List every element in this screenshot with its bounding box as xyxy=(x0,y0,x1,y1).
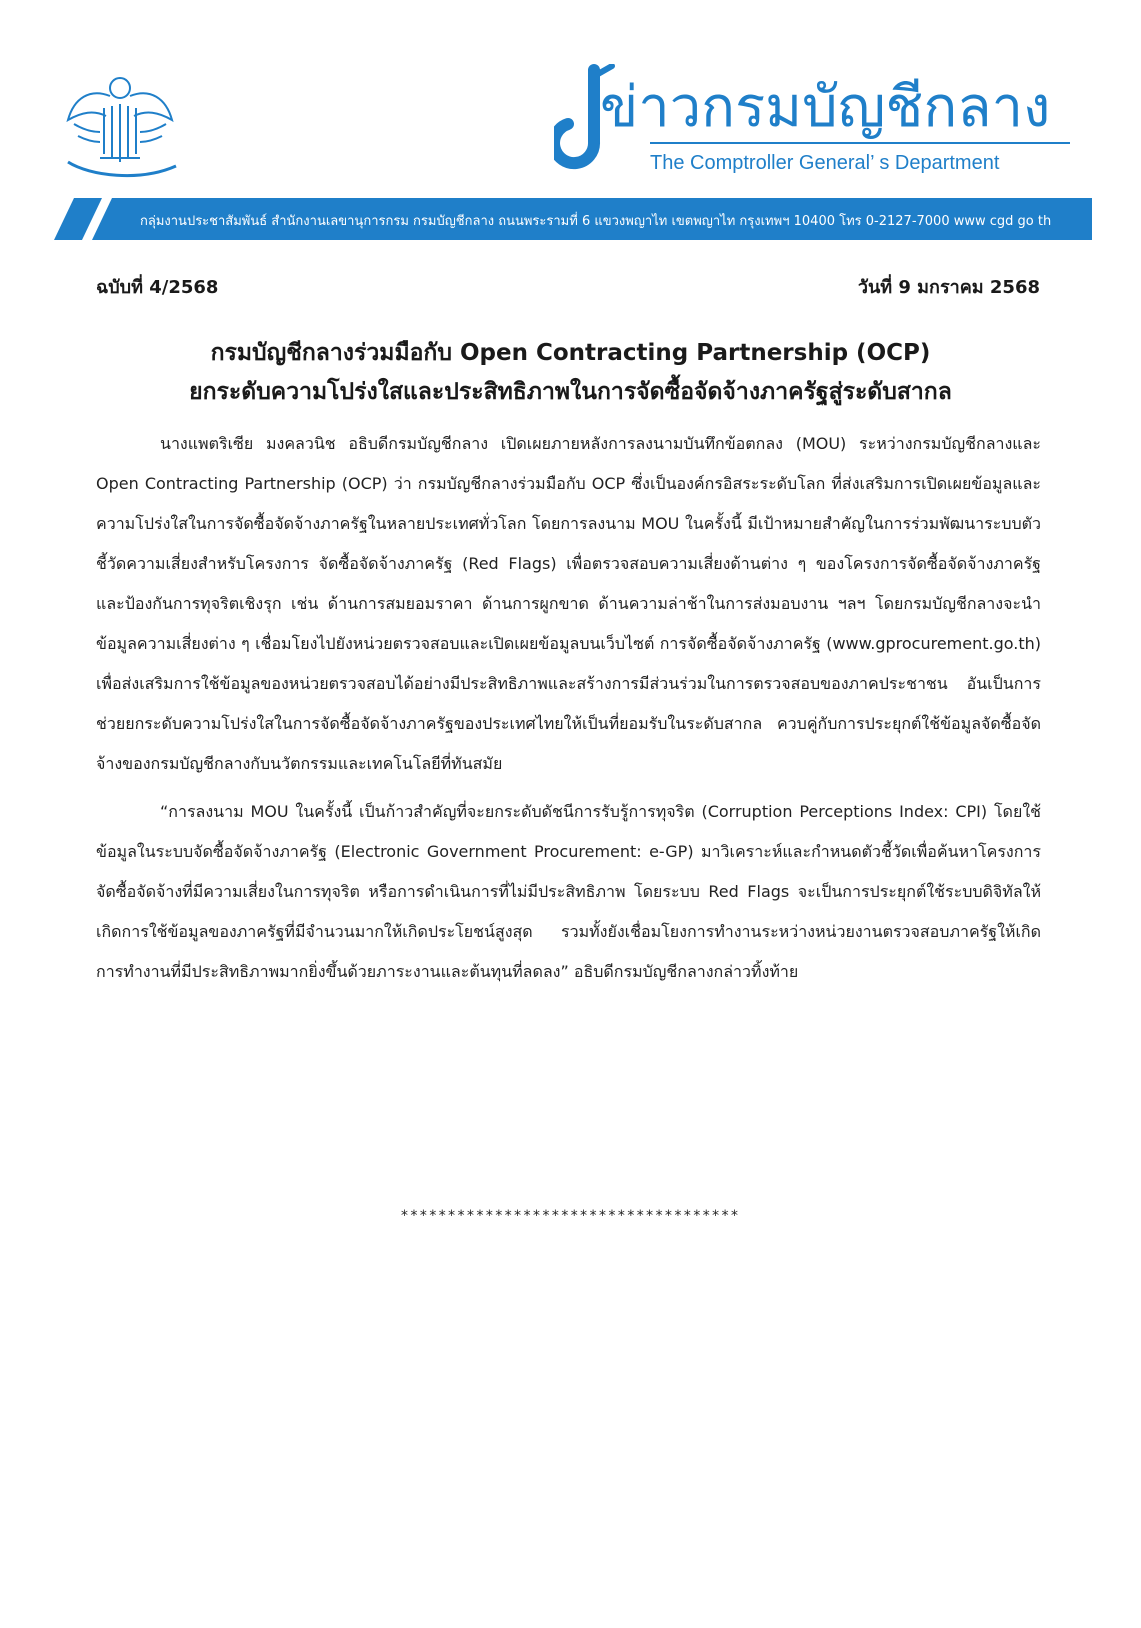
headline-line-2: ยกระดับความโปร่งใสและประสิทธิภาพในการจัดซื้อจัดจ้างภาครัฐสู่ระดับสากล xyxy=(189,379,952,406)
end-separator: ************************************ xyxy=(400,1208,740,1224)
department-emblem-logo xyxy=(60,58,180,186)
headline-line-1: กรมบัญชีกลางร่วมมือกับ Open Contracting Partnership (OCP) xyxy=(210,340,931,366)
body-paragraph-1: นางแพตริเซีย มงคลวนิช อธิบดีกรมบัญชีกลาง เปิดเผยภายหลังการลงนามบันทึกข้อตกลง (MOU) ระหว่างกรมบัญชีกลางและ Open Contracting Partnership (OCP) ว่า กรมบัญชีกลางร่วมมือกับ OCP ซึ่งเป็นองค์กรอิสระระดับโลก ที่ส่งเสริมการเปิดเผยข้อมูลและความโปร่งใสในการจัดซื้อจัดจ้างภาครัฐในหลายประเทศทั่วโลก โดยการลงนาม MOU ในครั้งนี้ มีเป้าหมายสำคัญในการร่วมพัฒนาระบบตัวชี้วัดความเสี่ยงสำหรับโครงการ จัดซื้อจัดจ้างภาครัฐ (Red Flags) เพื่อตรวจสอบความเสี่ยงด้านต่าง ๆ ของโครงการจัดซื้อจัดจ้างภาครัฐและป้องกันการทุจริตเชิงรุก เช่น ด้านการสมยอมราคา ด้านการผูกขาด ด้านความล่าช้าในการส่งมอบงาน ฯลฯ โดยกรมบัญชีกลางจะนำข้อมูลความเสี่ยงต่าง ๆ เชื่อมโยงไปยังหน่วยตรวจสอบและเปิดเผยข้อมูลบนเว็บไซต์ การจัดซื้อจัดจ้างภาครัฐ (www.gprocurement.go.th) เพื่อส่งเสริมการใช้ข้อมูลของหน่วยตรวจสอบได้อย่างมีประสิทธิภาพและสร้างการมีส่วนร่วมในการตรวจสอบของภาคประชาชน อันเป็นการช่วยยกระดับความโปร่งใสในการจัดซื้อจัดจ้างภาครัฐของประเทศไทยให้เป็นที่ยอมรับในระดับสากล ควบคู่กับการประยุกต์ใช้ข้อมูลจัดซื้อจัดจ้างของกรมบัญชีกลางกับนวัตกรรมและเทคโนโลยีที่ทันสมัย xyxy=(96,434,1041,773)
issue-date: วันที่ 9 มกราคม 2568 xyxy=(857,277,1040,298)
brand-rule-divider xyxy=(650,142,1070,144)
headline xyxy=(80,334,1061,412)
issue-number: ฉบับที่ 4/2568 xyxy=(96,277,219,298)
brand-subtitle: The Comptroller General’ s Department xyxy=(650,152,1000,174)
body-paragraph-2: “การลงนาม MOU ในครั้งนี้ เป็นก้าวสำคัญที่จะยกระดับดัชนีการรับรู้การทุจริต (Corruption Perceptions Index: CPI) โดยใช้ข้อมูลในระบบจัดซื้อจัดจ้างภาครัฐ (Electronic Government Procurement: e-GP) มาวิเคราะห์และกำหนดตัวชี้วัดเพื่อค้นหาโครงการจัดซื้อจัดจ้างที่มีความเสี่ยงในการทุจริต หรือการดำเนินการที่ไม่มีประสิทธิภาพ โดยระบบ Red Flags จะเป็นการประยุกต์ใช้ระบบดิจิทัลให้เกิดการใช้ข้อมูลของภาครัฐที่มีจำนวนมากให้เกิดประโยชน์สูงสุด รวมทั้งยังเชื่อมโยงการทำงานระหว่างหน่วยงานตรวจสอบภาครัฐให้เกิดการทำงานที่มีประสิทธิภาพมากยิ่งขึ้นด้วยภาระงานและต้นทุนที่ลดลง” อธิบดีกรมบัญชีกลางกล่าวทิ้งท้าย xyxy=(96,802,1041,981)
contact-line: กลุ่มงานประชาสัมพันธ์ สำนักงานเลขานุการกรม กรมบัญชีกลาง ถนนพระรามที่ 6 แขวงพญาไท เขตพญาไท กรุงเทพฯ 10400 โทร 0-2127-7000 www cgd go th xyxy=(140,214,1052,229)
garuda-emblem-icon xyxy=(60,58,180,186)
article-body xyxy=(96,424,1041,1000)
brand-title: ข่าวกรมบัญชีกลาง xyxy=(600,75,1051,140)
